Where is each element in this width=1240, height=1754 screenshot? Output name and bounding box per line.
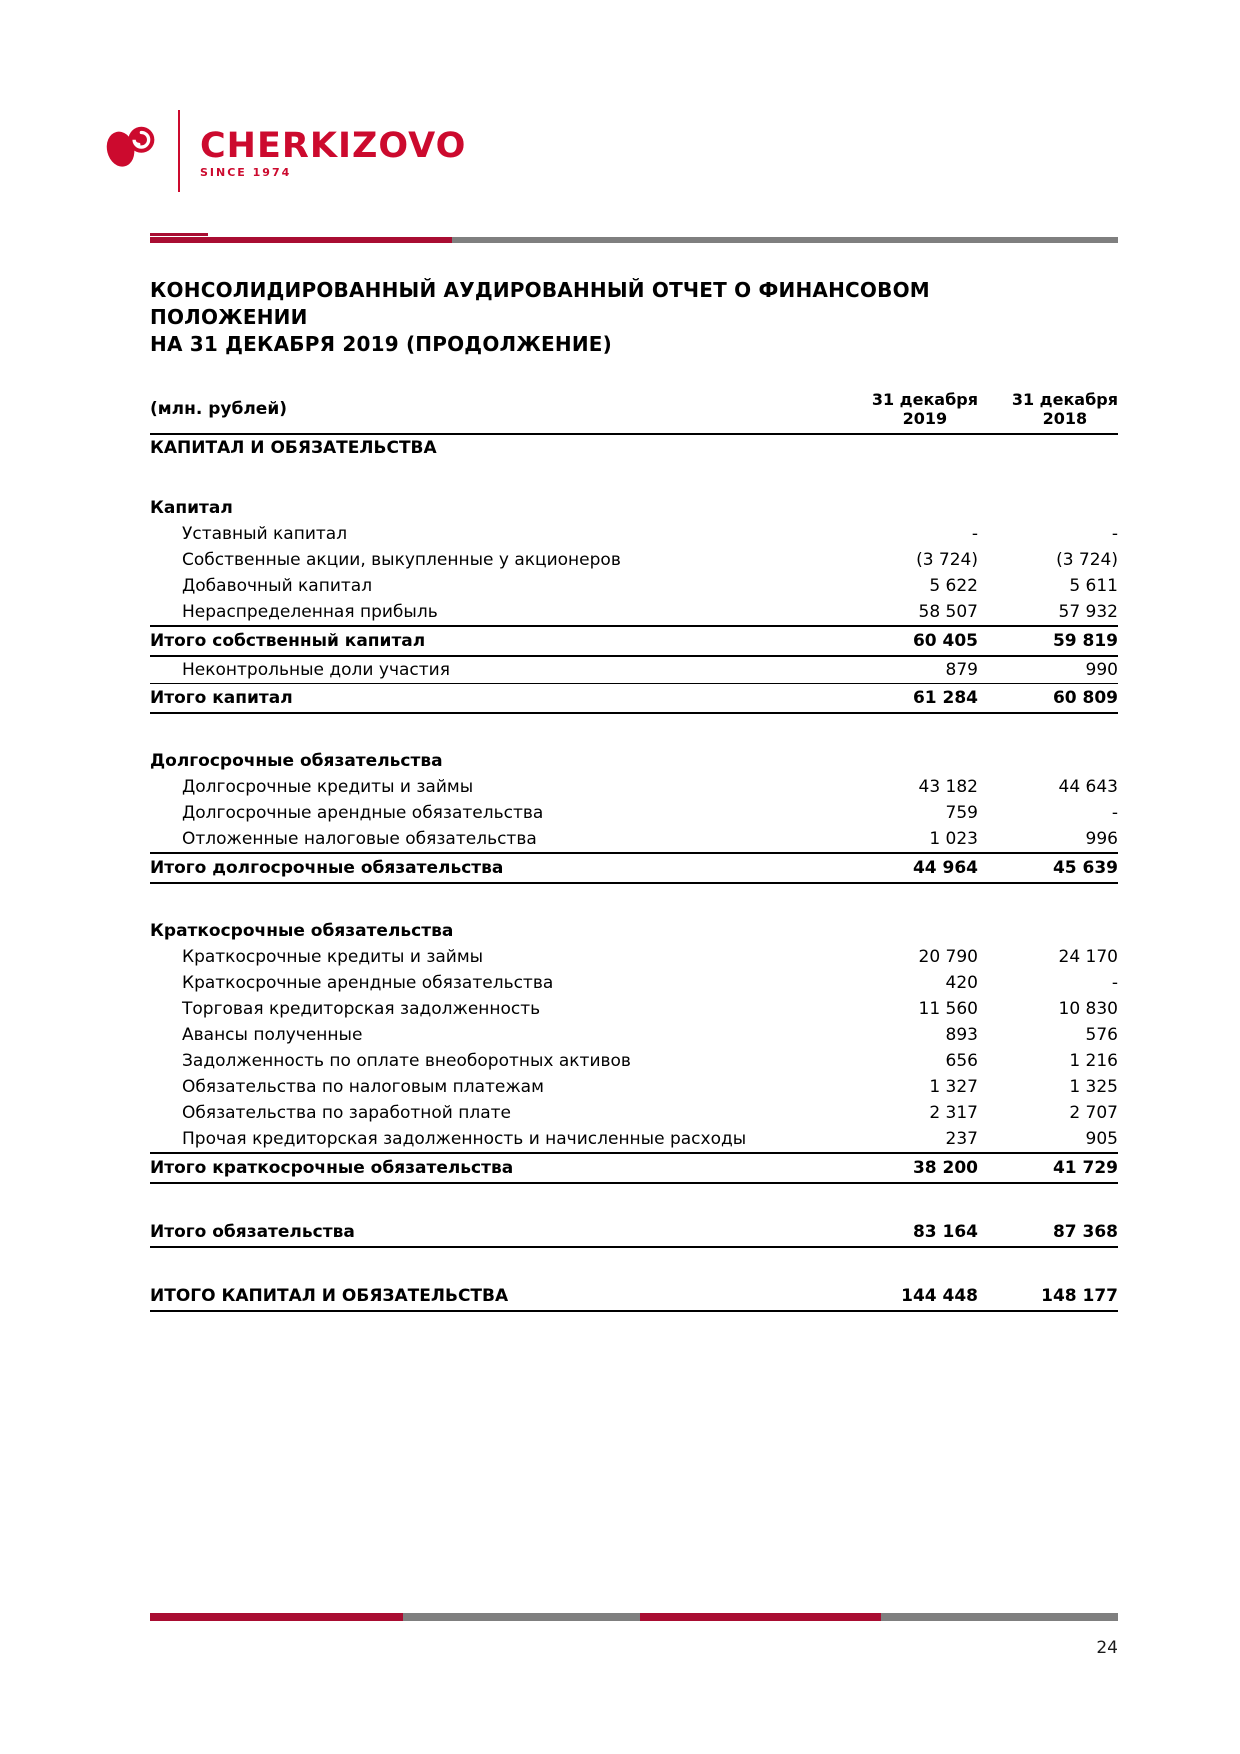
- row-label: Итого обязательства: [150, 1222, 355, 1242]
- value-2018: 5 611: [1069, 576, 1118, 596]
- units-label: (млн. рублей): [150, 399, 288, 419]
- value-2019: 893: [945, 1025, 978, 1045]
- value-2019: 1 327: [929, 1077, 978, 1097]
- row-spacer: [150, 461, 1118, 495]
- value-2019: 1 023: [929, 829, 978, 849]
- column-header-2018: [978, 390, 1118, 428]
- cherkizovo-logo-icon: [106, 124, 158, 168]
- value-2018: 10 830: [1058, 999, 1118, 1019]
- row-label: Собственные акции, выкупленные у акционеров: [182, 550, 621, 570]
- table-header-row: [150, 390, 1118, 435]
- value-2018: -: [1111, 524, 1118, 544]
- value-2018: 41 729: [1052, 1158, 1118, 1178]
- value-2018: 45 639: [1052, 858, 1118, 878]
- table-row: [150, 800, 1118, 826]
- value-2019: 420: [945, 973, 978, 993]
- value-2019: 83 164: [912, 1222, 978, 1242]
- table-row: [150, 1022, 1118, 1048]
- rule-notch: [150, 233, 208, 236]
- page-title: [150, 277, 1080, 358]
- logo-wordmark: CHERKIZOVO: [200, 126, 467, 166]
- section-header-row: [150, 918, 1118, 944]
- row-label: Итого собственный капитал: [150, 631, 426, 651]
- table-row: [150, 573, 1118, 599]
- page-footer: [150, 1613, 1118, 1658]
- value-2018: 576: [1085, 1025, 1118, 1045]
- value-2018: 1 325: [1069, 1077, 1118, 1097]
- rule-red-segment: [150, 237, 452, 243]
- value-2019: (3 724): [916, 550, 978, 570]
- value-2019: 44 964: [912, 858, 978, 878]
- rule-red-segment: [150, 1613, 403, 1621]
- value-2018: (3 724): [1056, 550, 1118, 570]
- financial-position-table: [150, 390, 1118, 1312]
- row-spacer: [150, 1184, 1118, 1218]
- row-label: Краткосрочные арендные обязательства: [182, 973, 554, 993]
- value-2018: 60 809: [1052, 688, 1118, 708]
- column-header-2018-date: 31 декабря: [1011, 390, 1118, 409]
- table-row: [150, 547, 1118, 573]
- value-2019: 5 622: [929, 576, 978, 596]
- decorative-rule-top: [150, 237, 1118, 243]
- section-header-row: [150, 495, 1118, 521]
- cherkizovo-logo: [106, 108, 1240, 192]
- row-label: Долгосрочные арендные обязательства: [182, 803, 544, 823]
- row-label: Добавочный капитал: [182, 576, 373, 596]
- logo-divider: [178, 110, 180, 192]
- row-label: ИТОГО КАПИТАЛ И ОБЯЗАТЕЛЬСТВА: [150, 1286, 509, 1306]
- column-header-2018-year: 2018: [1042, 409, 1088, 428]
- total-row: [150, 684, 1118, 714]
- row-label: Капитал: [150, 498, 233, 518]
- row-label: Неконтрольные доли участия: [182, 660, 450, 680]
- row-spacer: [150, 884, 1118, 918]
- column-header-2019-year: 2019: [902, 409, 948, 428]
- table-row: [150, 826, 1118, 852]
- value-2018: 57 932: [1058, 602, 1118, 622]
- value-2018: -: [1111, 973, 1118, 993]
- row-label: Краткосрочные обязательства: [150, 921, 454, 941]
- row-label: Итого долгосрочные обязательства: [150, 858, 504, 878]
- value-2018: 990: [1085, 660, 1118, 680]
- table-row: [150, 1126, 1118, 1152]
- table-row: [150, 657, 1118, 684]
- value-2018: 59 819: [1052, 631, 1118, 651]
- value-2018: 2 707: [1069, 1103, 1118, 1123]
- table-row: [150, 1100, 1118, 1126]
- value-2018: 44 643: [1058, 777, 1118, 797]
- table-row: [150, 1048, 1118, 1074]
- row-label: Итого краткосрочные обязательства: [150, 1158, 514, 1178]
- table-row: [150, 774, 1118, 800]
- value-2018: 148 177: [1041, 1286, 1118, 1306]
- value-2018: -: [1111, 803, 1118, 823]
- table-row: [150, 944, 1118, 970]
- table-row: [150, 521, 1118, 547]
- row-label: Задолженность по оплате внеоборотных активов: [182, 1051, 631, 1071]
- value-2019: 60 405: [912, 631, 978, 651]
- rule-gray-segment: [403, 1613, 640, 1621]
- row-label: КАПИТАЛ И ОБЯЗАТЕЛЬСТВА: [150, 438, 437, 458]
- page-title-line1: КОНСОЛИДИРОВАННЫЙ АУДИРОВАННЫЙ ОТЧЕТ О ФИНАНСОВОМ ПОЛОЖЕНИИ: [150, 278, 930, 329]
- column-header-2019-date: 31 декабря: [871, 390, 978, 409]
- table-row: [150, 970, 1118, 996]
- row-label: Обязательства по заработной плате: [182, 1103, 511, 1123]
- column-header-2019: [848, 390, 978, 428]
- value-2019: 656: [945, 1051, 978, 1071]
- row-label: Торговая кредиторская задолженность: [182, 999, 541, 1019]
- section-header-row: [150, 748, 1118, 774]
- value-2019: 237: [945, 1129, 978, 1149]
- row-label: Нераспределенная прибыль: [182, 602, 438, 622]
- row-label: Прочая кредиторская задолженность и начисленные расходы: [182, 1129, 747, 1149]
- value-2019: 20 790: [918, 947, 978, 967]
- logo-text: [200, 128, 466, 179]
- row-spacer: [150, 1248, 1118, 1282]
- value-2019: 43 182: [918, 777, 978, 797]
- table-row: [150, 1074, 1118, 1100]
- total-row: [150, 1282, 1118, 1312]
- value-2019: 879: [945, 660, 978, 680]
- page-number: 24: [1096, 1638, 1118, 1658]
- value-2019: 144 448: [901, 1286, 978, 1306]
- value-2019: 38 200: [912, 1158, 978, 1178]
- row-spacer: [150, 714, 1118, 748]
- value-2018: 87 368: [1052, 1222, 1118, 1242]
- row-label: Долгосрочные кредиты и займы: [182, 777, 474, 797]
- row-label: Уставный капитал: [182, 524, 348, 544]
- row-label: Краткосрочные кредиты и займы: [182, 947, 484, 967]
- value-2018: 1 216: [1069, 1051, 1118, 1071]
- rule-gray-segment: [881, 1613, 1118, 1621]
- value-2019: 2 317: [929, 1103, 978, 1123]
- value-2018: 24 170: [1058, 947, 1118, 967]
- value-2019: 759: [945, 803, 978, 823]
- total-row: [150, 1152, 1118, 1184]
- row-label: Авансы полученные: [182, 1025, 363, 1045]
- total-row: [150, 1218, 1118, 1248]
- section-header-row: [150, 435, 1118, 461]
- value-2018: 905: [1085, 1129, 1118, 1149]
- decorative-rule-bottom: [150, 1613, 1118, 1621]
- row-label: Долгосрочные обязательства: [150, 751, 443, 771]
- table-row: [150, 996, 1118, 1022]
- rule-gray-segment: [452, 237, 1118, 243]
- table-body: [150, 435, 1118, 1312]
- row-label: Итого капитал: [150, 688, 293, 708]
- total-row: [150, 625, 1118, 657]
- page-title-line2: НА 31 ДЕКАБРЯ 2019 (ПРОДОЛЖЕНИЕ): [150, 332, 612, 356]
- value-2019: 61 284: [912, 688, 978, 708]
- rule-red-segment: [640, 1613, 881, 1621]
- value-2019: -: [971, 524, 978, 544]
- row-label: Обязательства по налоговым платежам: [182, 1077, 544, 1097]
- table-row: [150, 599, 1118, 625]
- value-2019: 11 560: [918, 999, 978, 1019]
- value-2018: 996: [1085, 829, 1118, 849]
- total-row: [150, 852, 1118, 884]
- value-2019: 58 507: [918, 602, 978, 622]
- row-label: Отложенные налоговые обязательства: [182, 829, 537, 849]
- logo-tagline: SINCE 1974: [200, 166, 292, 179]
